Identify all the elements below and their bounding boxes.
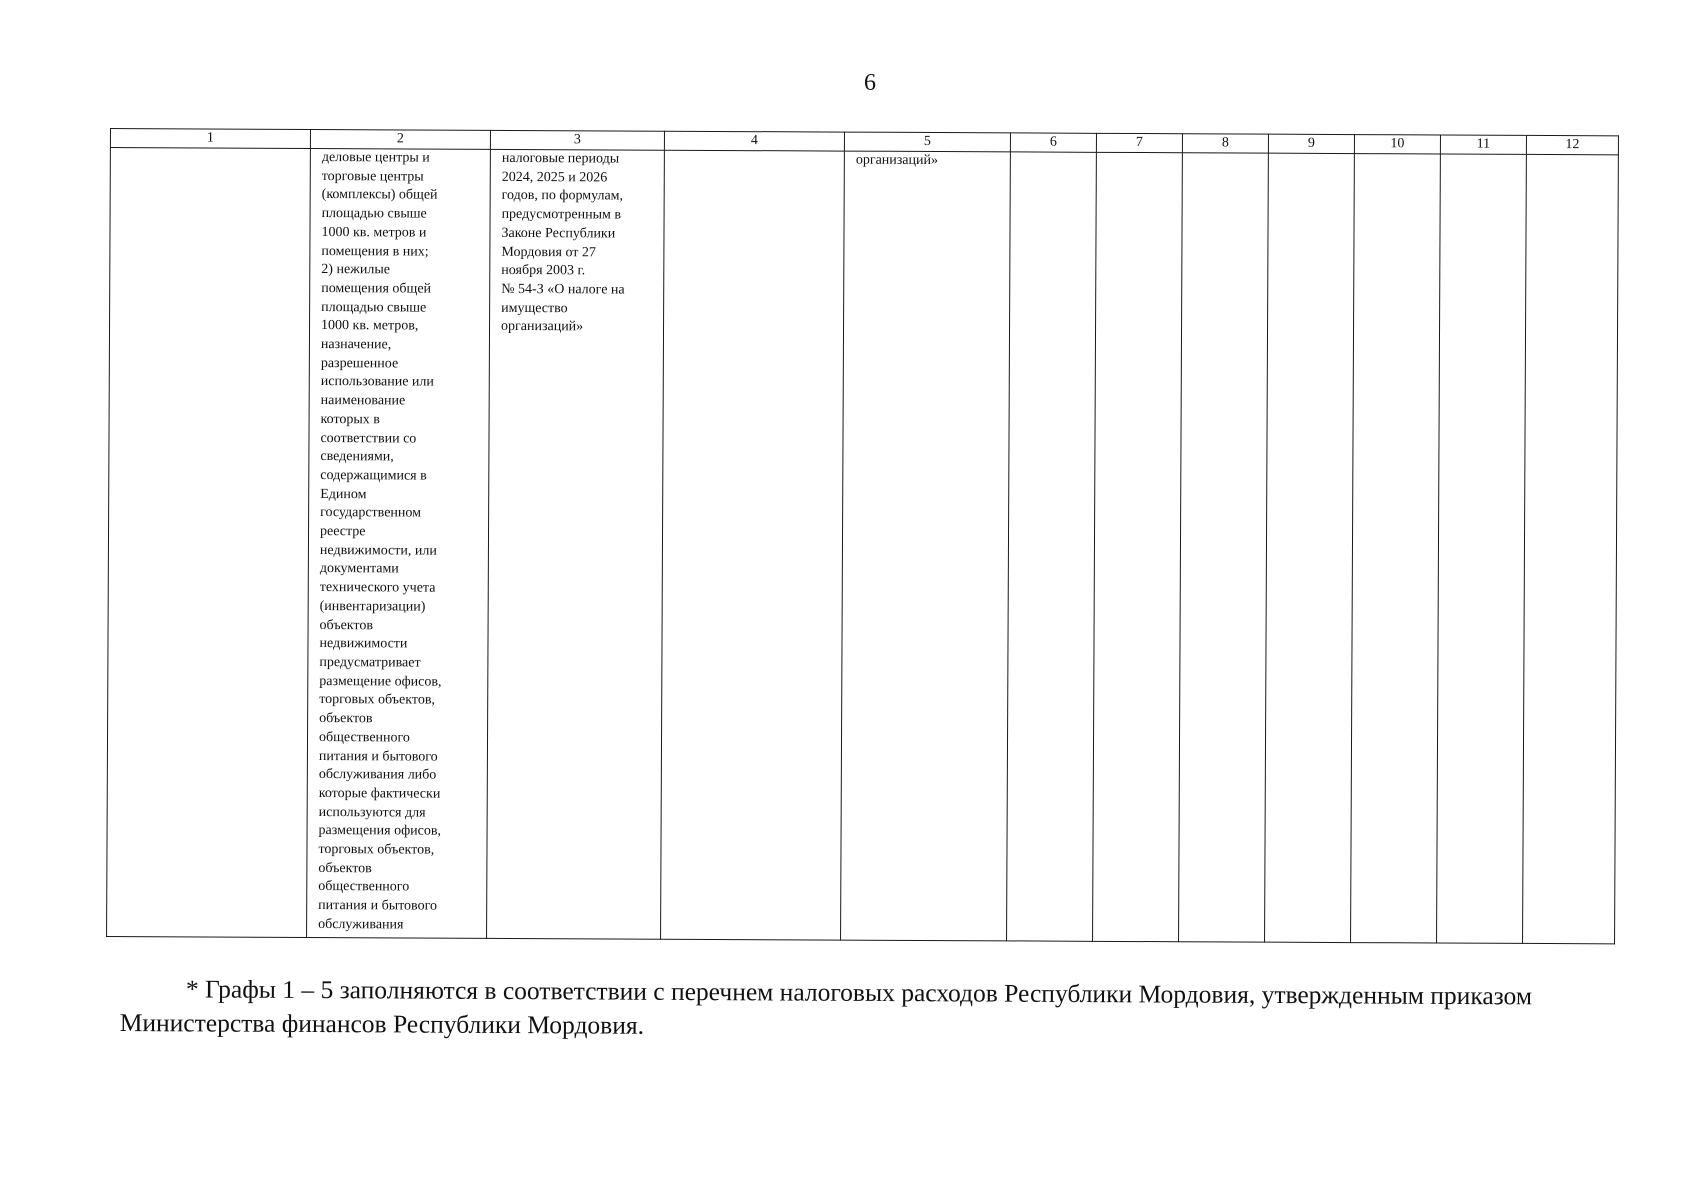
table-cell-col8 bbox=[1179, 153, 1269, 942]
column-header-7: 7 bbox=[1096, 133, 1182, 152]
footnote-text: * Графы 1 – 5 заполняются в соответствии с перечнем налоговых расходов Республики Мордовия, утвержденным приказом Министерства финансов Республики Мордовия. bbox=[119, 974, 1533, 1040]
table-cell-col7 bbox=[1093, 152, 1183, 941]
column-header-11: 11 bbox=[1440, 135, 1526, 154]
footnote bbox=[120, 972, 1610, 1048]
table-cell-col1 bbox=[107, 148, 311, 938]
cell-text-col3: налоговые периоды 2024, 2025 и 2026 годов, по формулам, предусмотренным в Законе Республики Мордовия от 27 ноября 2003 г. № 54-З «О налоге на имущество организаций» bbox=[500, 150, 625, 335]
table-cell-col2 bbox=[307, 148, 491, 938]
cell-text-col5: организаций» bbox=[855, 152, 939, 169]
table-cell-col10 bbox=[1351, 154, 1441, 943]
column-header-2: 2 bbox=[310, 129, 490, 149]
cell-text-col1 bbox=[111, 148, 310, 149]
column-header-1: 1 bbox=[110, 129, 310, 149]
table-cell-col9 bbox=[1265, 153, 1355, 942]
table-cell-col4 bbox=[661, 150, 845, 940]
column-header-8: 8 bbox=[1182, 134, 1268, 153]
column-header-5: 5 bbox=[844, 132, 1010, 152]
table-cell-col6 bbox=[1007, 152, 1097, 941]
column-header-4: 4 bbox=[664, 131, 844, 151]
cell-text-col2: деловые центры и торговые центры (комплексы) общей площадью свыше 1000 кв. метров и помещения в них; 2) нежилые помещения общей площадью свыше 1000 кв. метров, назначение, разрешенное использование или наименование которых в соответствии со сведениями, содержащимися в Едином государственном реестре недвижимости, или документами технического учета (инвентаризации) объектов недвижимости предусматривает размещение офисов, торговых объектов, объектов общественного питания и бытового обслуживания либо которые фактически используются для размещения офисов, торговых объектов, объектов общественного питания и бытового обслуживания bbox=[318, 150, 442, 933]
column-header-10: 10 bbox=[1354, 135, 1440, 154]
table-cell-col5 bbox=[841, 151, 1011, 941]
table-cell-col12 bbox=[1523, 154, 1619, 943]
table-cell-col11 bbox=[1437, 154, 1527, 943]
column-header-6: 6 bbox=[1010, 133, 1096, 152]
column-header-12: 12 bbox=[1526, 135, 1618, 154]
tax-expenditure-table bbox=[106, 128, 1619, 944]
table-cell-col3 bbox=[487, 149, 665, 939]
column-header-9: 9 bbox=[1268, 134, 1354, 153]
table-row bbox=[107, 148, 1619, 944]
column-header-3: 3 bbox=[490, 130, 664, 150]
cell-text-col4 bbox=[665, 151, 844, 152]
page-number: 6 bbox=[864, 70, 876, 96]
